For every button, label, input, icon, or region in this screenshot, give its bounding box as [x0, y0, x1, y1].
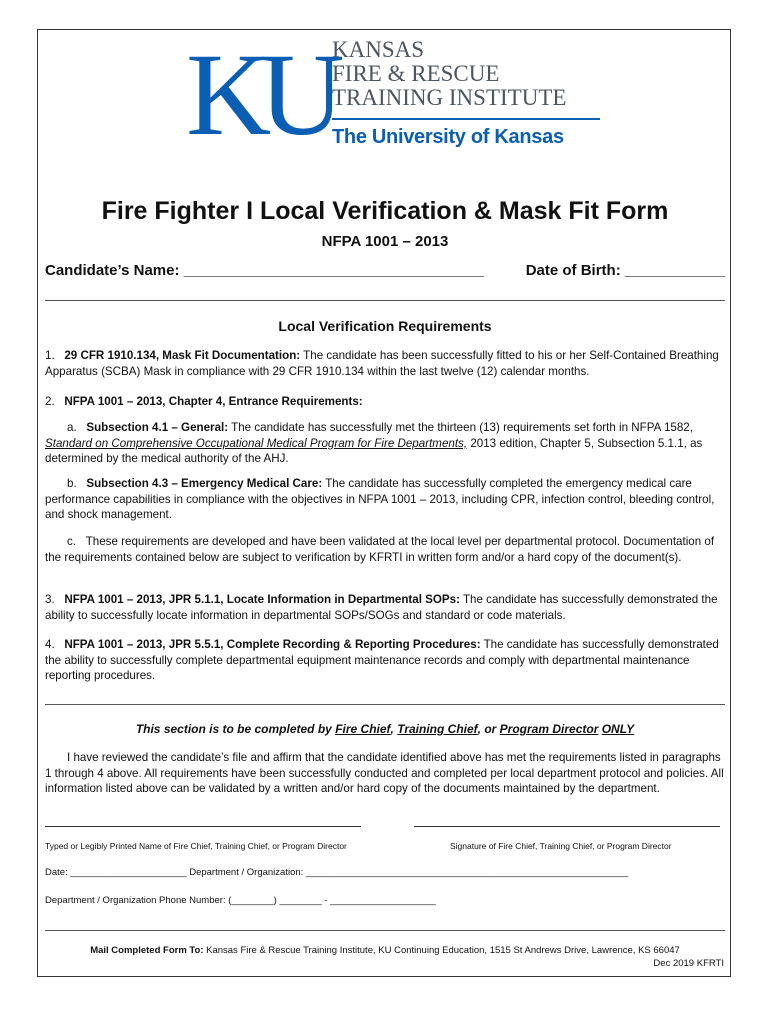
item-2a-text-2: 2013 edition, Chapter 5, Subsection 5.1.1, as determined by the medical authority of the AHJ.	[45, 436, 703, 465]
item-2a: a. Subsection 4.1 – General: The candidate has successfully met the thirteen (13) requirements set forth in NFPA 1582, Standard on Comprehensive Occupational Medical Program for Fire Departments, 2013 edition, Chapter 5, Subsection 5.1.1, as determined by the medical authority of the AHJ.	[45, 421, 703, 465]
nfpa-1582-title: Standard on Comprehensive Occupational Medical Program for Fire Departments,	[45, 436, 468, 450]
only-text: ONLY	[601, 722, 635, 736]
logo-university: The University of Kansas	[332, 126, 564, 148]
item-1: 1. 29 CFR 1910.134, Mask Fit Documentation: The candidate has been successfully fitted to his or her Self-Contained Breathing Apparatus (SCBA) Mask in compliance with 29 CFR 1910.134 within the last twelve (12) calendar months.	[45, 349, 719, 378]
candidate-name-field[interactable]: Candidate’s Name: ____________________________________	[45, 262, 484, 279]
item-2c-text: These requirements are developed and have been validated at the local level per departmental protocol. Documentation of the requirements contained below are subject to verification by KFRTI in written form and/or a hard copy of the document(s).	[45, 535, 715, 564]
item-2c: c. These requirements are developed and have been validated at the local level per departmental protocol. Documentation of the requirements contained below are subject to verification by KFRTI in written form and/or a hard copy of the document(s).	[45, 535, 715, 564]
logo-line-2: FIRE & RESCUE	[332, 61, 500, 86]
ku-logo-mark	[186, 29, 333, 160]
form-revision: Dec 2019 KFRTI	[653, 958, 724, 969]
affirmation-statement: I have reviewed the candidate’s file and affirm that the candidate identified above has met the requirements listed in paragraphs 1 through 4 above. All requirements have been successfully conducted and completed per local department protocol and policies. All information listed above can be validated by a written and/or hard copy of the documents maintained by the department.	[45, 751, 724, 795]
item-3-text: The candidate has successfully demonstrated the ability to successfully locate information in departmental SOPs/SOGs and standard or code materials.	[45, 593, 718, 622]
mail-address: Kansas Fire & Rescue Training Institute, KU Continuing Education, 1515 St Andrews Drive, Lawrence, KS 66047	[203, 945, 680, 956]
logo-wordmark	[332, 38, 566, 110]
divider	[45, 704, 725, 705]
item-4-text: The candidate has successfully demonstrated the ability to successfully complete departmental equipment maintenance records and comply with departmental maintenance reporting procedures.	[45, 638, 719, 682]
date-of-birth-field[interactable]: Date of Birth: ____________	[525, 262, 725, 279]
training-chief-text: Training Chief	[397, 722, 478, 736]
item-3-heading: NFPA 1001 – 2013, JPR 5.1.1, Locate Information in Departmental SOPs:	[64, 593, 460, 606]
kfrti-logo	[186, 29, 606, 160]
form-subtitle: NFPA 1001 – 2013	[321, 233, 449, 250]
completion-lead: This section is to be completed by	[135, 722, 336, 736]
date-department-field[interactable]: Date: ______________________ Department / Organization: _____________________________________________________________	[45, 867, 629, 878]
item-2b-heading: Subsection 4.3 – Emergency Medical Care:	[86, 477, 323, 490]
item-3: 3. NFPA 1001 – 2013, JPR 5.1.1, Locate Information in Departmental SOPs: The candidate has successfully demonstrated the ability to successfully locate information in departmental SOPs/SOGs and standard or code materials.	[45, 593, 718, 622]
item-1-heading: 29 CFR 1910.134, Mask Fit Documentation:	[64, 349, 301, 362]
mail-instructions	[0, 945, 770, 956]
mail-label: Mail Completed Form To:	[90, 945, 204, 956]
item-4-heading: NFPA 1001 – 2013, JPR 5.5.1, Complete Recording & Reporting Procedures:	[64, 638, 481, 651]
signature-label: Signature of Fire Chief, Training Chief, or Program Director	[450, 841, 672, 851]
or-text: or	[484, 722, 497, 736]
printed-name-label: Typed or Legibly Printed Name of Fire Chief, Training Chief, or Program Director	[45, 841, 347, 851]
program-director-text: Program Director	[499, 722, 599, 736]
logo-line-1: KANSAS	[332, 37, 425, 62]
candidate-row	[45, 262, 725, 279]
item-2b: b. Subsection 4.3 – Emergency Medical Care: The candidate has successfully completed the emergency medical care performance capabilities in compliance with the objectives in NFPA 1001 – 2013, including CPR, infection control, bleeding control, and shock management.	[45, 477, 715, 521]
divider	[45, 930, 725, 931]
section-title: Local Verification Requirements	[278, 318, 492, 334]
item-2-heading: NFPA 1001 – 2013, Chapter 4, Entrance Requirements:	[64, 395, 363, 408]
item-2: 2. NFPA 1001 – 2013, Chapter 4, Entrance Requirements:	[45, 395, 363, 408]
form-title: Fire Fighter I Local Verification & Mask Fit Form	[101, 197, 669, 225]
item-2a-heading: Subsection 4.1 – General:	[86, 421, 229, 434]
fire-chief-text: Fire Chief	[335, 722, 391, 736]
completion-heading: This section is to be completed by Fire Chief, Training Chief, or Program Director ONLY	[135, 722, 635, 736]
item-2b-text: The candidate has successfully completed the emergency medical care performance capabilities in compliance with the objectives in NFPA 1001 – 2013, including CPR, infection control, bleeding control, and shock management.	[45, 477, 715, 521]
item-4: 4. NFPA 1001 – 2013, JPR 5.5.1, Complete Recording & Reporting Procedures: The candidate has successfully demonstrated the ability to successfully complete departmental equipment maintenance records and comply with departmental maintenance reporting procedures.	[45, 638, 719, 682]
logo-divider	[332, 118, 600, 120]
signature-line[interactable]	[414, 826, 720, 827]
svg-text:KU: KU	[186, 29, 333, 160]
logo-line-3: TRAINING INSTITUTE	[332, 85, 567, 110]
phone-field[interactable]: Department / Organization Phone Number: (________) ________ - ____________________	[45, 895, 436, 906]
divider	[45, 300, 725, 301]
printed-name-line[interactable]	[45, 826, 361, 827]
item-2a-text-1: The candidate has successfully met the thirteen (13) requirements set forth in NFPA 1582,	[228, 421, 693, 434]
item-1-text: The candidate has been successfully fitted to his or her Self-Contained Breathing Apparatus (SCBA) Mask in compliance with 29 CFR 1910.134 within the last twelve (12) calendar months.	[45, 349, 719, 378]
